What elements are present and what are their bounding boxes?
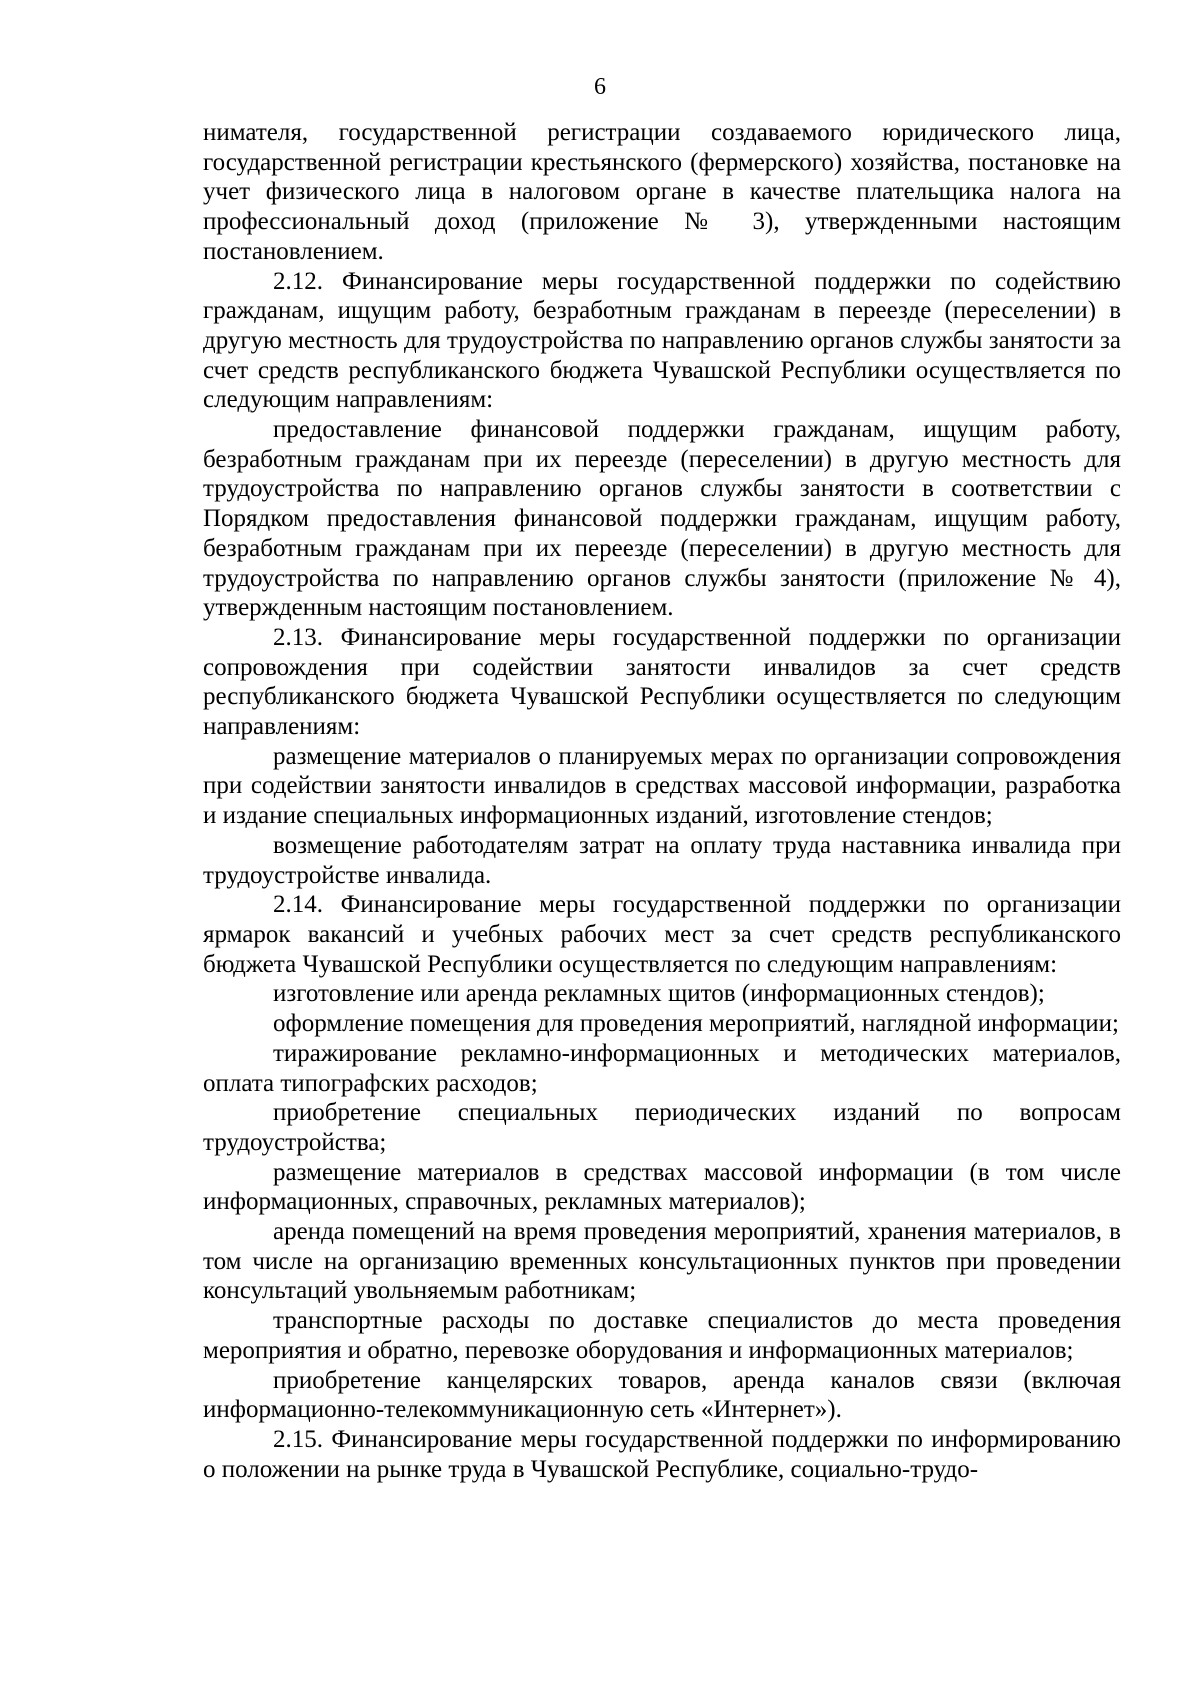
paragraph-2-12: 2.12. Финансирование меры государственной поддержки по содействию гражданам, ищущим работу, безработным гражданам в переезде (переселении) в другую местность для трудоустройства по направлению органов службы занятости за счет средств республиканского бюджета Чувашской Республики осуществляется по следующим направлениям: bbox=[203, 267, 1121, 414]
paragraph: аренда помещений на время проведения мероприятий, хранения материалов, в том числе на организацию временных консультационных пунктов при проведении консультаций увольняемым работникам; bbox=[203, 1218, 1121, 1305]
paragraph-2-14: 2.14. Финансирование меры государственной поддержки по организации ярмарок вакансий и учебных рабочих мест за счет средств республиканского бюджета Чувашской Республики осуществляется по следующим направлениям: bbox=[203, 891, 1121, 978]
paragraph: размещение материалов в средствах массовой информации (в том числе информационных, справочных, рекламных материалов); bbox=[203, 1158, 1121, 1216]
paragraph: транспортные расходы по доставке специалистов до места проведения мероприятия и обратно, перевозке оборудования и информационных материалов; bbox=[203, 1307, 1121, 1364]
paragraph: приобретение специальных периодических изданий по вопросам трудоустройства; bbox=[203, 1099, 1121, 1156]
paragraph: тиражирование рекламно-информационных и методических материалов, оплата типографских расходов; bbox=[203, 1039, 1121, 1097]
paragraph: предоставление финансовой поддержки гражданам, ищущим работу, безработным гражданам при их переезде (переселении) в другую местность для трудоустройства по направлению органов службы занятости в соответствии с Порядком предоставления финансовой поддержки гражданам, ищущим работу, безработным гражданам при их переезде (переселении) в другую местность для трудоустройства по направлению органов службы занятости (приложение № 4), утвержденным настоящим постановлением. bbox=[203, 416, 1121, 622]
paragraph: возмещение работодателям затрат на оплату труда наставника инвалида при трудоустройстве инвалида. bbox=[203, 831, 1121, 889]
paragraph: приобретение канцелярских товаров, аренда каналов связи (включая информационно-телекоммуникационную сеть «Интернет»). bbox=[203, 1366, 1121, 1424]
paragraph: нимателя, государственной регистрации создаваемого юридического лица, государственной регистрации крестьянского (фермерского) хозяйства, постановке на учет физического лица в налоговом органе в качестве плательщика налога на профессиональный доход (приложение № 3), утвержденными настоящим постановлением. bbox=[203, 119, 1121, 265]
document-body bbox=[203, 118, 1121, 1484]
paragraph-2-13: 2.13. Финансирование меры государственной поддержки по организации сопровождения при содействии занятости инвалидов за счет средств республиканского бюджета Чувашской Республики осуществляется по следующим направлениям: bbox=[203, 623, 1121, 741]
paragraph: оформление помещения для проведения мероприятий, наглядной информации; bbox=[273, 1010, 1119, 1038]
page-number: 6 bbox=[594, 74, 606, 100]
paragraph-2-15: 2.15. Финансирование меры государственной поддержки по информированию о положении на рынке труда в Чувашской Республике, социально-трудо- bbox=[203, 1425, 1121, 1483]
paragraph: размещение материалов о планируемых мерах по организации сопровождения при содействии занятости инвалидов в средствах массовой информации, разработка и издание специальных информационных изданий, изготовление стендов; bbox=[203, 742, 1121, 830]
paragraph: изготовление или аренда рекламных щитов (информационных стендов); bbox=[273, 980, 1045, 1008]
